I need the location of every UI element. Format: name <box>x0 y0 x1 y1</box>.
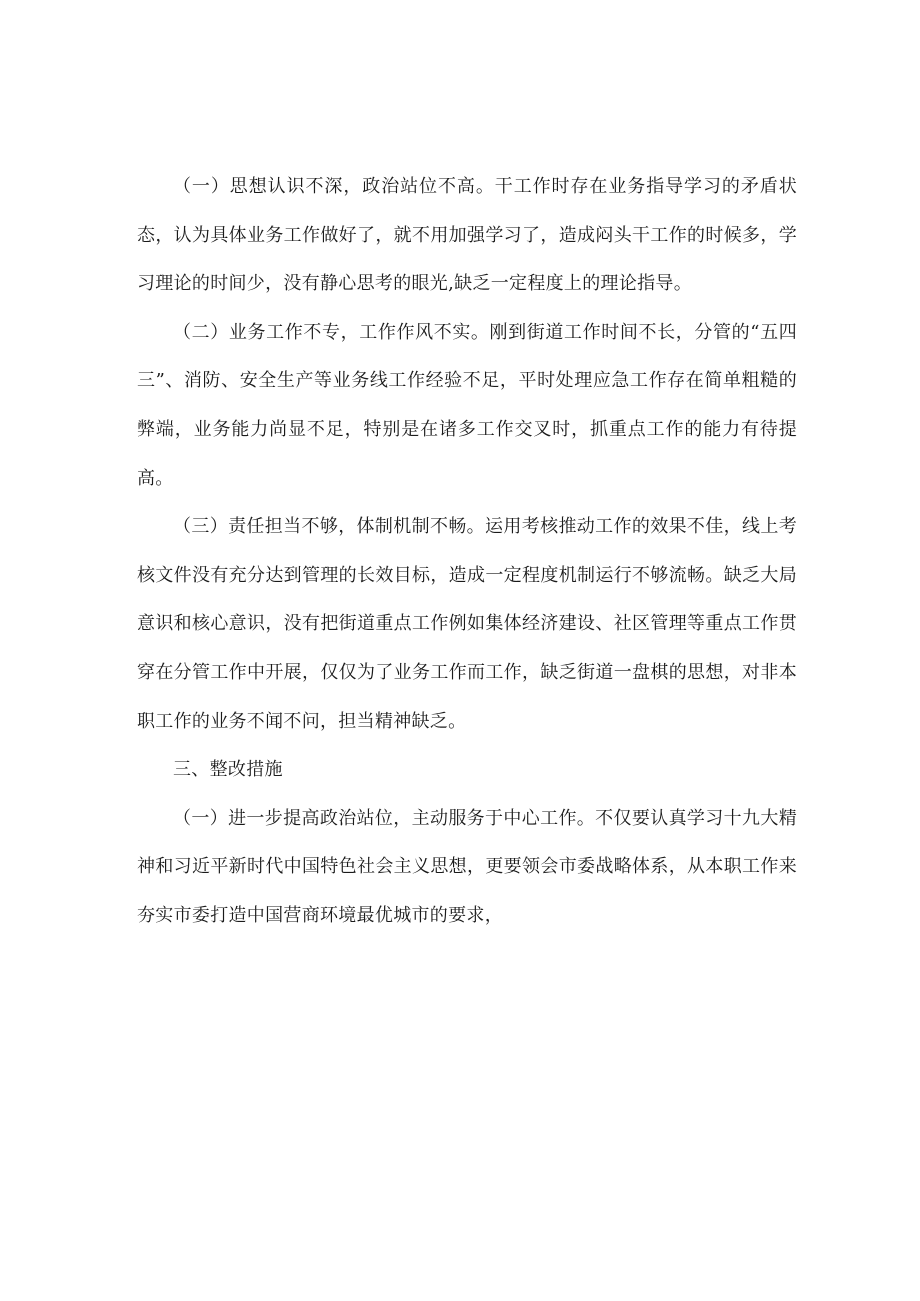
document-body <box>137 163 797 941</box>
paragraph-political-standing: （一）进一步提高政治站位，主动服务于中心工作。不仅要认真学习十九大精神和习近平新时代中国特色社会主义思想，更要领会市委战略体系，从本职工作来夯实市委打造中国营商环境最优城市的要求， <box>137 807 797 926</box>
paragraph-responsibility: （三）责任担当不够，体制机制不畅。运用考核推动工作的效果不佳，线上考核文件没有充分达到管理的长效目标，造成一定程度机制运行不够流畅。缺乏大局意识和核心意识，没有把街道重点工作例如集体经济建设、社区管理等重点工作贯穿在分管工作中开展，仅仅为了业务工作而工作，缺乏街道一盘棋的思想，对非本职工作的业务不闻不问，担当精神缺乏。 <box>137 516 797 732</box>
section-heading-rectification: 三、整改措施 <box>173 759 283 781</box>
paragraph-ideological-awareness: （一）思想认识不深，政治站位不高。干工作时存在业务指导学习的矛盾状态，认为具体业务工作做好了，就不用加强学习了，造成闷头干工作的时候多，学习理论的时间少，没有静心思考的眼光,缺乏一定程度上的理论指导。 <box>137 176 797 295</box>
paragraph-business-work: （二）业务工作不专，工作作风不实。刚到街道工作时间不长，分管的“五四三”、消防、安全生产等业务线工作经验不足，平时处理应急工作存在简单粗糙的弊端，业务能力尚显不足，特别是在诸多工作交叉时，抓重点工作的能力有待提高。 <box>137 321 797 489</box>
